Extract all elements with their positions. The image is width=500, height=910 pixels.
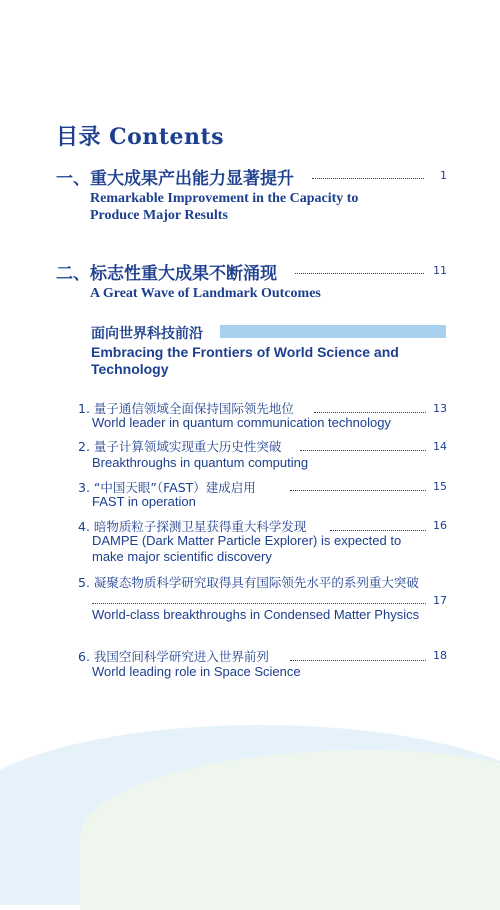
item-3-title-cn[interactable]: 3. “中国天眼”（FAST）建成启用 <box>78 480 256 495</box>
item-4-title-cn[interactable]: 4. 暗物质粒子探测卫星获得重大科学发现 <box>78 519 307 534</box>
section-1-title-cn[interactable]: 一、重大成果产出能力显著提升 <box>56 169 294 189</box>
subsection-title-cn: 面向世界科技前沿 <box>91 326 203 342</box>
item-3-page: 15 <box>433 480 447 493</box>
subsection-title-en: Embracing the Frontiers of World Science and Technology <box>91 344 399 377</box>
item-1-title-en: World leader in quantum communication technology <box>92 415 391 430</box>
item-3-leader <box>290 490 426 491</box>
section-2-leader <box>295 273 424 274</box>
section-1-leader <box>312 178 424 179</box>
item-4-leader <box>330 530 426 531</box>
section-2-page: 11 <box>433 264 447 277</box>
section-2-title-en: A Great Wave of Landmark Outcomes <box>90 286 321 301</box>
item-2-page: 14 <box>433 440 447 453</box>
section-1-title-en: Remarkable Improvement in the Capacity to Produce Major Results <box>90 191 359 223</box>
item-5-title-cn[interactable]: 5. 凝聚态物质科学研究取得具有国际领先水平的系列重大突破 <box>78 575 419 590</box>
item-1-title-cn[interactable]: 1. 量子通信领域全面保持国际领先地位 <box>78 401 294 416</box>
subsection-highlight-bar <box>220 325 446 338</box>
section-2-title-cn[interactable]: 二、标志性重大成果不断涌现 <box>56 264 277 284</box>
item-2-leader <box>300 450 426 451</box>
item-5-leader <box>92 603 426 604</box>
item-5-page: 17 <box>433 594 447 607</box>
item-4-page: 16 <box>433 519 447 532</box>
item-1-leader <box>314 412 426 413</box>
item-2-title-cn[interactable]: 2. 量子计算领域实现重大历史性突破 <box>78 439 282 454</box>
item-3-title-en: FAST in operation <box>92 494 196 509</box>
item-6-title-cn[interactable]: 6. 我国空间科学研究进入世界前列 <box>78 649 269 664</box>
section-1-page: 1 <box>440 169 447 182</box>
item-6-page: 18 <box>433 649 447 662</box>
toc-heading: 目录 Contents <box>56 124 225 150</box>
item-5-title-en: World-class breakthroughs in Condensed Matter Physics <box>92 607 420 622</box>
item-1-page: 13 <box>433 402 447 415</box>
item-6-title-en: World leading role in Space Science <box>92 664 301 679</box>
item-2-title-en: Breakthroughs in quantum computing <box>92 455 309 470</box>
item-6-leader <box>290 660 426 661</box>
item-4-title-en: DAMPE (Dark Matter Particle Explorer) is expected to make major scientific discovery <box>92 533 402 564</box>
